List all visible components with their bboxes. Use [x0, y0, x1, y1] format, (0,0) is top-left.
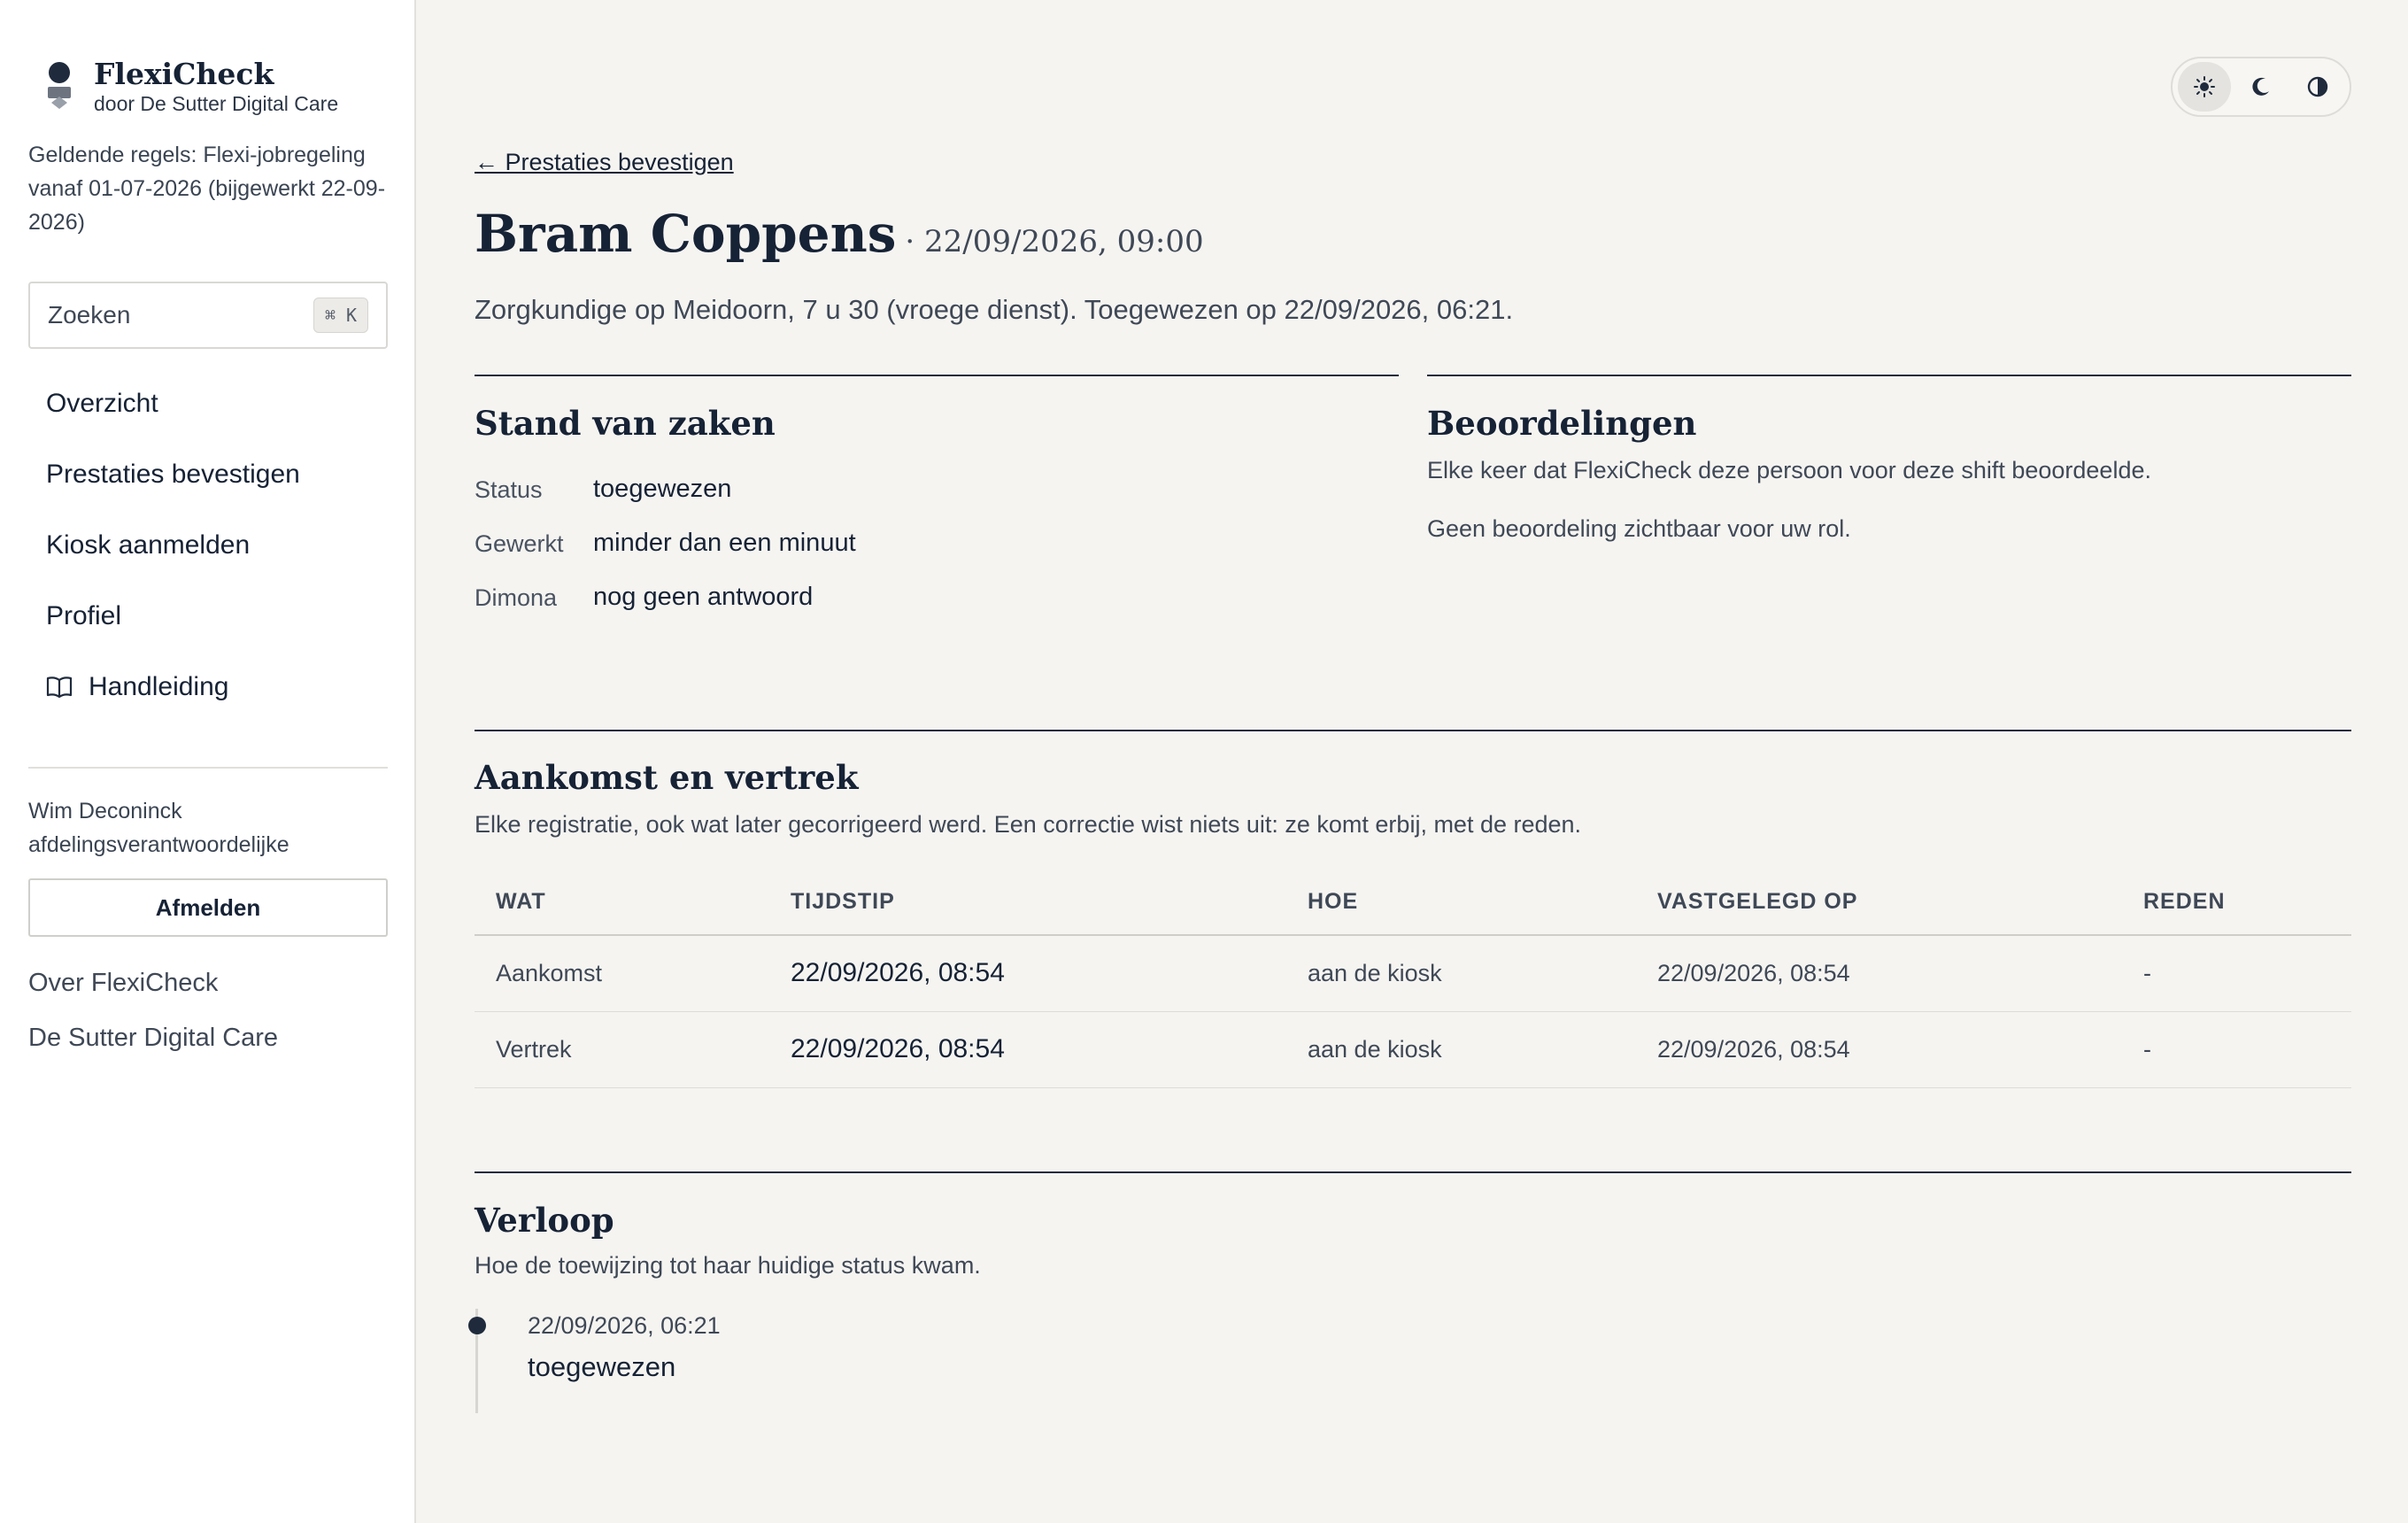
theme-dark-button[interactable] — [2234, 62, 2288, 112]
theme-light-button[interactable] — [2178, 62, 2231, 112]
sidebar-item-label: Overzicht — [46, 389, 158, 418]
search-input[interactable] — [28, 282, 388, 349]
brand[interactable] — [46, 58, 338, 116]
page-subtitle: Zorgkundige op Meidoorn, 7 u 30 (vroege dienst). Toegewezen op 22/09/2026, 06:21. — [475, 294, 1514, 325]
sidebar-item-prestaties-bevestigen[interactable] — [28, 439, 388, 510]
sun-icon — [2193, 75, 2216, 98]
dimona-value: nog geen antwoord — [593, 583, 814, 611]
cell-vastgelegd-op: 22/09/2026, 08:54 — [1636, 1011, 2122, 1087]
sidebar-item-profiel[interactable] — [28, 581, 388, 652]
user-role: afdelingsverantwoordelijke — [28, 832, 289, 857]
cell-wat: Aankomst — [475, 935, 769, 1011]
cell-hoe: aan de kiosk — [1286, 935, 1636, 1011]
sidebar-nav — [28, 368, 388, 723]
sidebar-divider — [28, 767, 388, 769]
company-link[interactable]: De Sutter Digital Care — [28, 1024, 279, 1052]
about-link[interactable]: Over FlexiCheck — [28, 969, 219, 997]
theme-switcher — [2171, 57, 2351, 117]
sidebar-item-label: Prestaties bevestigen — [46, 460, 300, 489]
table-row — [475, 935, 2351, 1011]
page-title — [475, 204, 1204, 264]
search-shortcut-badge: ⌘ K — [313, 298, 368, 333]
section-divider — [475, 375, 1399, 376]
worked-value: minder dan een minuut — [593, 529, 856, 557]
user-name: Wim Deconinck — [28, 799, 182, 823]
cell-reden: - — [2122, 935, 2351, 1011]
timeline-event-date: 22/09/2026, 06:21 — [528, 1312, 721, 1339]
person-name: Bram Coppens — [475, 204, 897, 264]
history-description: Hoe de toewijzing tot haar huidige status kwam. — [475, 1252, 981, 1279]
section-divider — [475, 1171, 2351, 1173]
book-icon — [46, 675, 73, 700]
sidebar-item-label: Handleiding — [89, 672, 229, 701]
status-section-title: Stand van zaken — [475, 404, 776, 443]
cell-wat: Vertrek — [475, 1011, 769, 1087]
search-placeholder: Zoeken — [48, 301, 131, 329]
shift-datetime: · 22/09/2026, 09:00 — [905, 224, 1204, 259]
column-header-hoe: HOE — [1286, 870, 1636, 935]
cell-reden: - — [2122, 1011, 2351, 1087]
logout-button[interactable]: Afmelden — [28, 878, 388, 937]
reviews-empty-state: Geen beoordeling zichtbaar voor uw rol. — [1427, 515, 1851, 542]
dimona-label: Dimona — [475, 584, 558, 611]
sidebar — [0, 0, 416, 1523]
arrival-table — [475, 870, 2351, 1088]
reviews-section-title: Beoordelingen — [1427, 404, 1697, 443]
timeline-event-status: toegewezen — [528, 1351, 676, 1382]
sidebar-item-handleiding[interactable] — [28, 652, 388, 723]
status-label: Status — [475, 476, 543, 503]
arrival-description: Elke registratie, ook wat later gecorrigeerd werd. Een correctie wist niets uit: ze komt erbij, met de reden. — [475, 811, 1582, 838]
moon-icon — [2250, 75, 2273, 98]
cell-tijdstip: 22/09/2026, 08:54 — [769, 935, 1286, 1011]
section-divider — [1427, 375, 2351, 376]
table-row — [475, 1011, 2351, 1087]
arrival-section-title: Aankomst en vertrek — [475, 758, 859, 797]
history-section-title: Verloop — [475, 1201, 614, 1240]
column-header-tijdstip: TIJDSTIP — [769, 870, 1286, 935]
reviews-description: Elke keer dat FlexiCheck deze persoon voor deze shift beoordeelde. — [1427, 457, 2151, 483]
worked-label: Gewerkt — [475, 530, 564, 557]
column-header-wat: WAT — [475, 870, 769, 935]
status-value: toegewezen — [593, 475, 732, 503]
flexicheck-logo-icon — [46, 62, 73, 115]
contrast-icon — [2306, 75, 2329, 98]
cell-tijdstip: 22/09/2026, 08:54 — [769, 1011, 1286, 1087]
section-divider — [475, 730, 2351, 731]
column-header-reden: REDEN — [2122, 870, 2351, 935]
theme-contrast-button[interactable] — [2291, 62, 2344, 112]
column-header-vastgelegd-op: VASTGELEGD OP — [1636, 870, 2122, 935]
sidebar-item-label: Profiel — [46, 601, 122, 630]
brand-name: FlexiCheck — [94, 57, 274, 91]
sidebar-item-label: Kiosk aanmelden — [46, 530, 251, 560]
cell-hoe: aan de kiosk — [1286, 1011, 1636, 1087]
back-link[interactable]: ← Prestaties bevestigen — [475, 149, 734, 175]
brand-subtitle: door De Sutter Digital Care — [94, 92, 339, 115]
table-header-row — [475, 870, 2351, 935]
sidebar-item-kiosk-aanmelden[interactable] — [28, 510, 388, 581]
sidebar-item-overzicht[interactable] — [28, 368, 388, 439]
timeline-dot — [468, 1317, 486, 1334]
cell-vastgelegd-op: 22/09/2026, 08:54 — [1636, 935, 2122, 1011]
rules-notice: Geldende regels: Flexi-jobregeling vanaf 01-07-2026 (bijgewerkt 22-09-2026) — [28, 143, 386, 235]
